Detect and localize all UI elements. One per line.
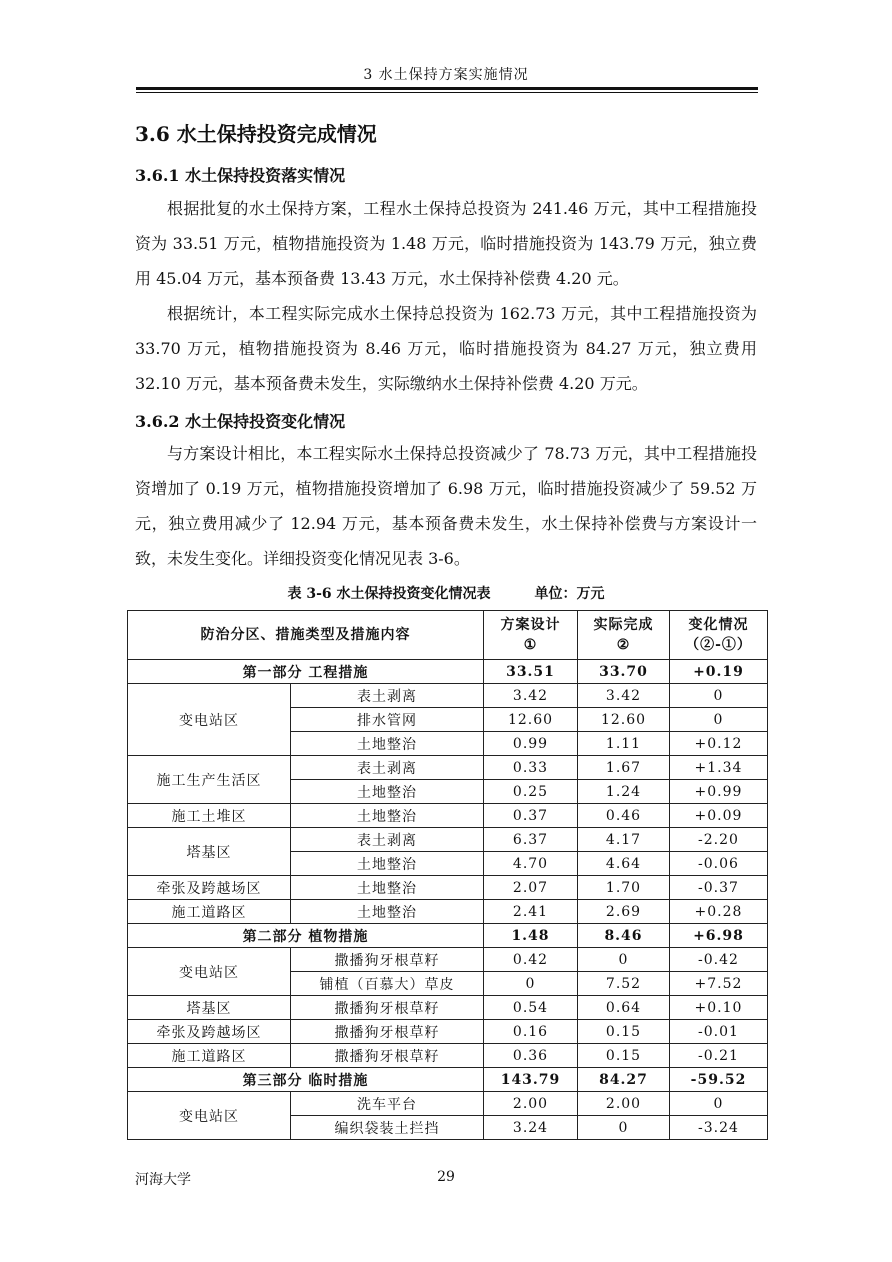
table-row: 塔基区 撒播狗牙根草籽 0.54 0.64 +0.10 [128, 996, 768, 1020]
table-row: 施工生产生活区 表土剥离 0.33 1.67 +1.34 [128, 756, 768, 780]
header-rule-thin [136, 92, 758, 93]
header-item: 防治分区、措施类型及措施内容 [128, 611, 484, 660]
zone-cell: 变电站区 [128, 948, 291, 996]
table-row: 施工道路区 土地整治 2.41 2.69 +0.28 [128, 900, 768, 924]
zone-cell: 塔基区 [128, 996, 291, 1020]
table-row: 变电站区 洗车平台 2.00 2.00 0 [128, 1092, 768, 1116]
header-plan: 方案设计 ① [484, 611, 578, 660]
table-row: 变电站区 撒播狗牙根草籽 0.42 0 -0.42 [128, 948, 768, 972]
zone-cell: 塔基区 [128, 828, 291, 876]
table-row: 排水管网 12.60 12.60 0 [128, 708, 768, 732]
table-row: 变电站区 表土剥离 3.42 3.42 0 [128, 684, 768, 708]
table-row: 土地整治 4.70 4.64 -0.06 [128, 852, 768, 876]
subsection-heading-1: 3.6.1 水土保持投资落实情况 [135, 166, 346, 185]
zone-cell: 变电站区 [128, 1092, 291, 1140]
paragraph-actual-investment: 根据统计，本工程实际完成水土保持总投资为 162.73 万元，其中工程措施投资为 33.70 万元，植物措施投资为 8.46 万元，临时措施投资为 84.27 万元，独立费用 32.10 万元，基本预备费未发生，实际缴纳水土保持补偿费 4.20 万元。 [135, 304, 757, 393]
investment-change-table [127, 610, 768, 1140]
table-row: 编织袋装土拦挡 3.24 0 -3.24 [128, 1116, 768, 1140]
subsection-heading-2: 3.6.2 水土保持投资变化情况 [135, 412, 346, 431]
table-row: 施工土堆区 土地整治 0.37 0.46 +0.09 [128, 804, 768, 828]
zone-cell: 牵张及跨越场区 [128, 876, 291, 900]
zone-cell: 施工生产生活区 [128, 756, 291, 804]
paragraph-approved-investment: 根据批复的水土保持方案，工程水土保持总投资为 241.46 万元，其中工程措施投资为 33.51 万元，植物措施投资为 1.48 万元，临时措施投资为 143.79 万元，独立费用 45.04 万元，基本预备费 13.43 万元，水土保持补偿费 4.20 元。 [135, 199, 757, 288]
zone-cell: 施工土堆区 [128, 804, 291, 828]
table-row: 牵张及跨越场区 土地整治 2.07 1.70 -0.37 [128, 876, 768, 900]
table-header-row [128, 611, 768, 660]
section-heading: 3.6 水土保持投资完成情况 [135, 122, 377, 146]
table-caption [0, 583, 892, 603]
zone-cell: 施工道路区 [128, 1044, 291, 1068]
table-row: 土地整治 0.99 1.11 +0.12 [128, 732, 768, 756]
table-caption-title: 表 3-6 水土保持投资变化情况表 [287, 586, 491, 602]
zone-cell: 牵张及跨越场区 [128, 1020, 291, 1044]
running-header: 3 水土保持方案实施情况 [363, 67, 529, 83]
table-row: 土地整治 0.25 1.24 +0.99 [128, 780, 768, 804]
section-row-temporary: 第三部分 临时措施 143.79 84.27 -59.52 [128, 1068, 768, 1092]
header-rule-thick [136, 87, 758, 90]
paragraph-investment-change: 与方案设计相比，本工程实际水土保持总投资减少了 78.73 万元，其中工程措施投资增加了 0.19 万元，植物措施投资增加了 6.98 万元，临时措施投资减少了 59.52 万元，独立费用减少了 12.94 万元，基本预备费未发生，水土保持补偿费与方案设计一致，未发生变化。详细投资变化情况见表 3-6。 [135, 444, 757, 568]
header-actual: 实际完成 ② [578, 611, 670, 660]
table-row: 施工道路区 撒播狗牙根草籽 0.36 0.15 -0.21 [128, 1044, 768, 1068]
zone-cell: 变电站区 [128, 684, 291, 756]
table-row: 牵张及跨越场区 撒播狗牙根草籽 0.16 0.15 -0.01 [128, 1020, 768, 1044]
table-row: 铺植（百慕大）草皮 0 7.52 +7.52 [128, 972, 768, 996]
footer-organization: 河海大学 [135, 1172, 191, 1188]
zone-cell: 施工道路区 [128, 900, 291, 924]
section-row-engineering: 第一部分 工程措施 33.51 33.70 +0.19 [128, 660, 768, 684]
section-row-vegetation: 第二部分 植物措施 1.48 8.46 +6.98 [128, 924, 768, 948]
header-change: 变化情况 （②-①） [670, 611, 768, 660]
table-unit: 单位：万元 [534, 586, 605, 602]
page-number: 29 [437, 1169, 455, 1185]
table-row: 塔基区 表土剥离 6.37 4.17 -2.20 [128, 828, 768, 852]
